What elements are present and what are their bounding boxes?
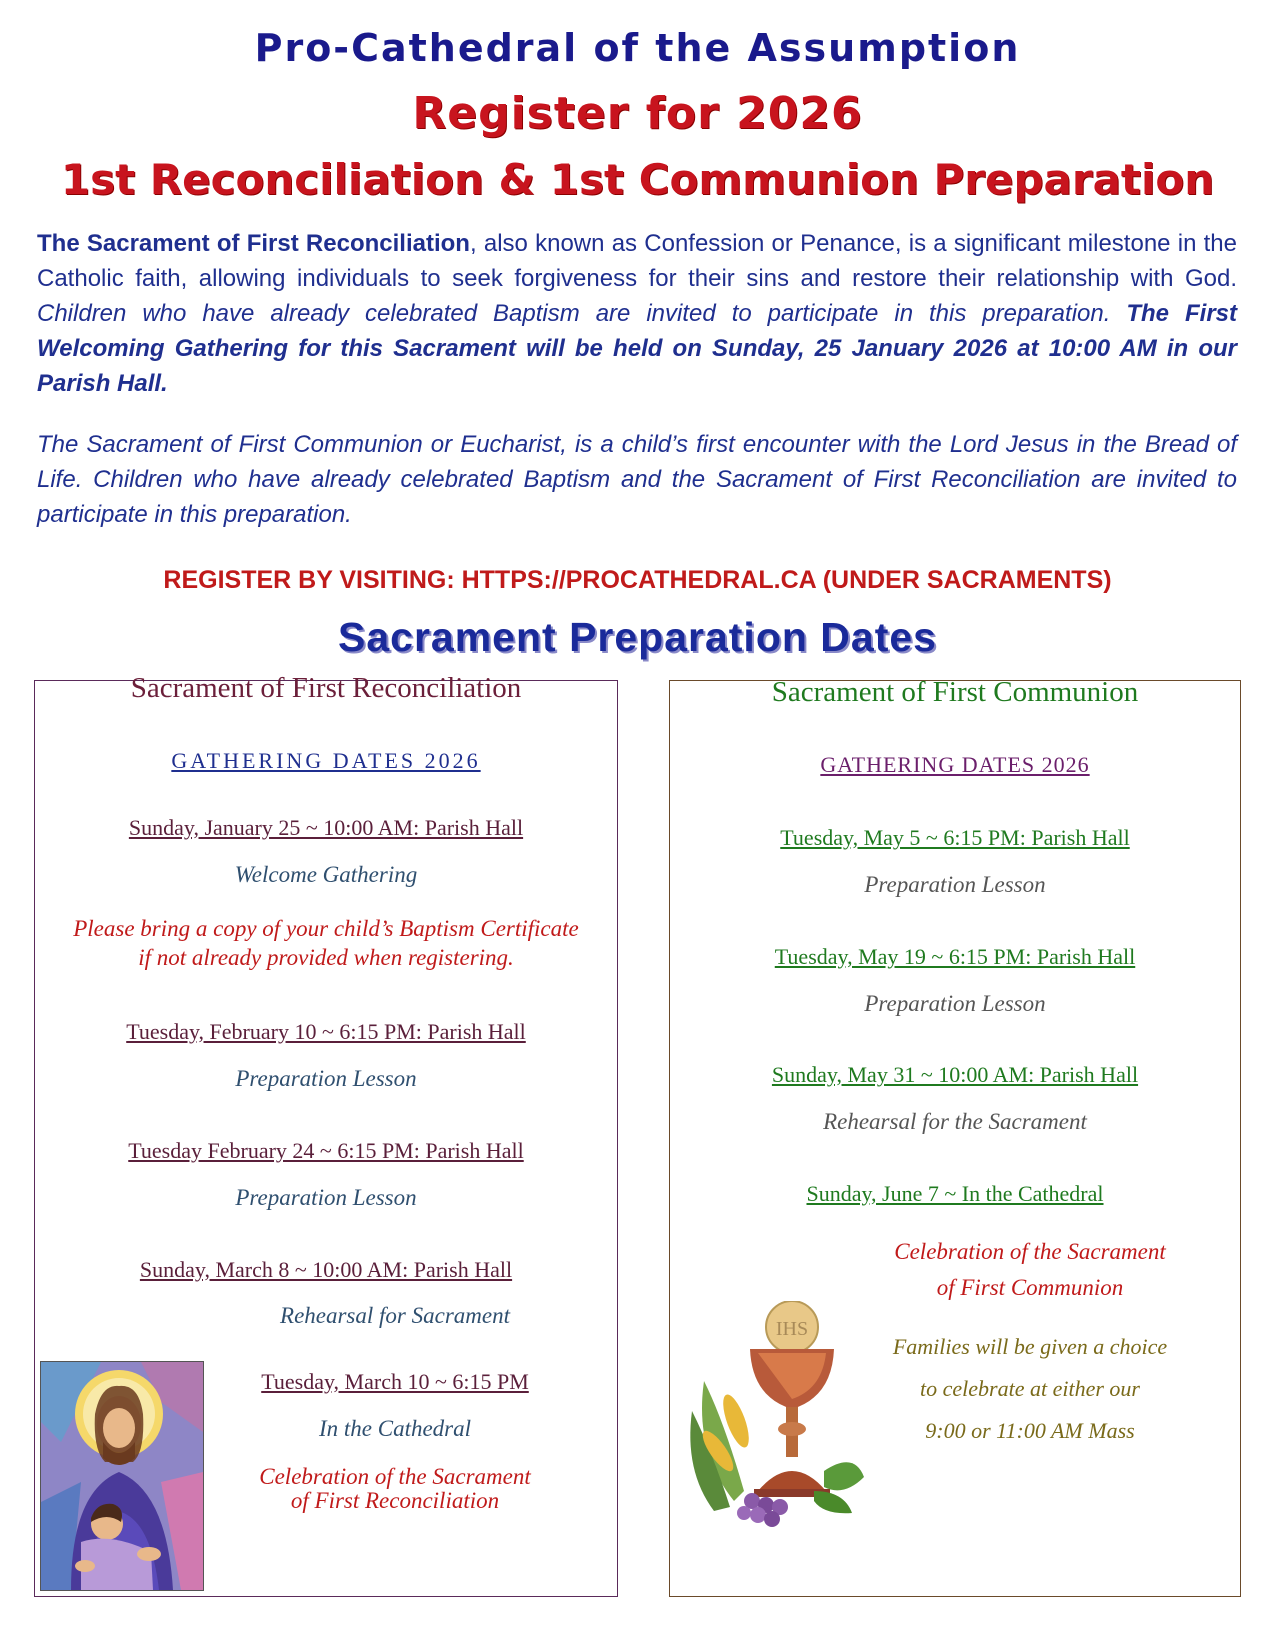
- reconciliation-date-3: Tuesday February 24 ~ 6:15 PM: Parish Hall: [128, 1138, 524, 1163]
- program-title: 1st Reconciliation & 1st Communion Preparation: [60, 155, 1215, 204]
- families-choice-2: to celebrate at either our: [920, 1376, 1140, 1401]
- reconciliation-intro-paragraph: [37, 226, 1237, 401]
- communion-box-title: Sacrament of First Communion: [771, 676, 1139, 708]
- chalice-monogram: IHS: [775, 1318, 809, 1340]
- reconciliation-celebration-1: Celebration of the Sacrament: [259, 1464, 531, 1489]
- register-title: Register for 2026: [412, 88, 863, 139]
- reconciliation-intro-bold: The Sacrament of First Reconciliation: [37, 230, 470, 257]
- communion-date-4: Sunday, June 7 ~ In the Cathedral: [806, 1181, 1104, 1206]
- reconciliation-date-2: Tuesday, February 10 ~ 6:15 PM: Parish Hall: [126, 1019, 526, 1044]
- reconciliation-intro-text: , also known as Confession or Penance, is a significant milestone in the Catholic faith, allowing individuals to seek forgiveness for their sins and restore their relationship with God.: [37, 230, 1237, 292]
- communion-date-1: Tuesday, May 5 ~ 6:15 PM: Parish Hall: [780, 825, 1130, 850]
- reconciliation-dates-box: [34, 672, 618, 1597]
- families-choice-3: 9:00 or 11:00 AM Mass: [925, 1418, 1135, 1443]
- reconciliation-date-1-desc: Welcome Gathering: [234, 862, 418, 887]
- reconciliation-date-4: Sunday, March 8 ~ 10:00 AM: Parish Hall: [139, 1257, 513, 1282]
- communion-celebration-2: of First Communion: [936, 1275, 1124, 1300]
- communion-dates-heading: GATHERING DATES 2026: [820, 752, 1090, 777]
- reconciliation-dates-heading: GATHERING DATES 2026: [171, 748, 481, 773]
- communion-intro-paragraph: The Sacrament of First Communion or Eucharist, is a child’s first encounter with the Lord Jesus in the Bread of Life. Children who have already celebrated Baptism and the Sacrament of First Reconciliation are invited to participate in this preparation.: [37, 431, 1237, 528]
- reconciliation-intro-italic: Children who have already celebrated Baptism are invited to participate in this preparation.: [37, 300, 1127, 327]
- reconciliation-date-5-desc: In the Cathedral: [318, 1416, 472, 1441]
- communion-celebration-1: Celebration of the Sacrament: [894, 1239, 1166, 1264]
- register-link[interactable]: REGISTER BY VISITING: HTTPS://PROCATHEDRAL.CA (UNDER SACRAMENTS): [163, 566, 1112, 594]
- reconciliation-date-4-desc: Rehearsal for Sacrament: [280, 1303, 510, 1328]
- reconciliation-box-title: Sacrament of First Reconciliation: [130, 672, 522, 704]
- communion-date-2-desc: Preparation Lesson: [864, 991, 1046, 1016]
- church-name: Pro-Cathedral of the Assumption: [254, 26, 1021, 70]
- baptism-certificate-note-2: if not already provided when registering.: [138, 945, 514, 970]
- communion-date-1-desc: Preparation Lesson: [864, 872, 1046, 897]
- families-choice-1: Families will be given a choice: [892, 1334, 1168, 1359]
- communion-dates-box: [669, 676, 1241, 1597]
- communion-date-3-desc: Rehearsal for the Sacrament: [823, 1109, 1087, 1134]
- reconciliation-date-5: Tuesday, March 10 ~ 6:15 PM: [261, 1369, 529, 1394]
- communion-date-3: Sunday, May 31 ~ 10:00 AM: Parish Hall: [771, 1062, 1139, 1087]
- reconciliation-date-1: Sunday, January 25 ~ 10:00 AM: Parish Hall: [128, 815, 524, 840]
- communion-date-2: Tuesday, May 19 ~ 6:15 PM: Parish Hall: [774, 944, 1136, 969]
- reconciliation-celebration-2: of First Reconciliation: [290, 1488, 500, 1513]
- reconciliation-date-3-desc: Preparation Lesson: [235, 1185, 417, 1210]
- reconciliation-date-2-desc: Preparation Lesson: [235, 1066, 417, 1091]
- baptism-certificate-note-1: Please bring a copy of your child’s Baptism Certificate: [73, 916, 579, 941]
- dates-heading: Sacrament Preparation Dates: [338, 614, 937, 660]
- chalice-host-illustration: [674, 1301, 874, 1531]
- jesus-embracing-child-illustration: [40, 1361, 204, 1591]
- welcoming-gathering-notice: The First Welcoming Gathering for this Sacrament will be held on Sunday, 25 January 2026 at 10:00 AM in our Parish Hall.: [37, 300, 1237, 397]
